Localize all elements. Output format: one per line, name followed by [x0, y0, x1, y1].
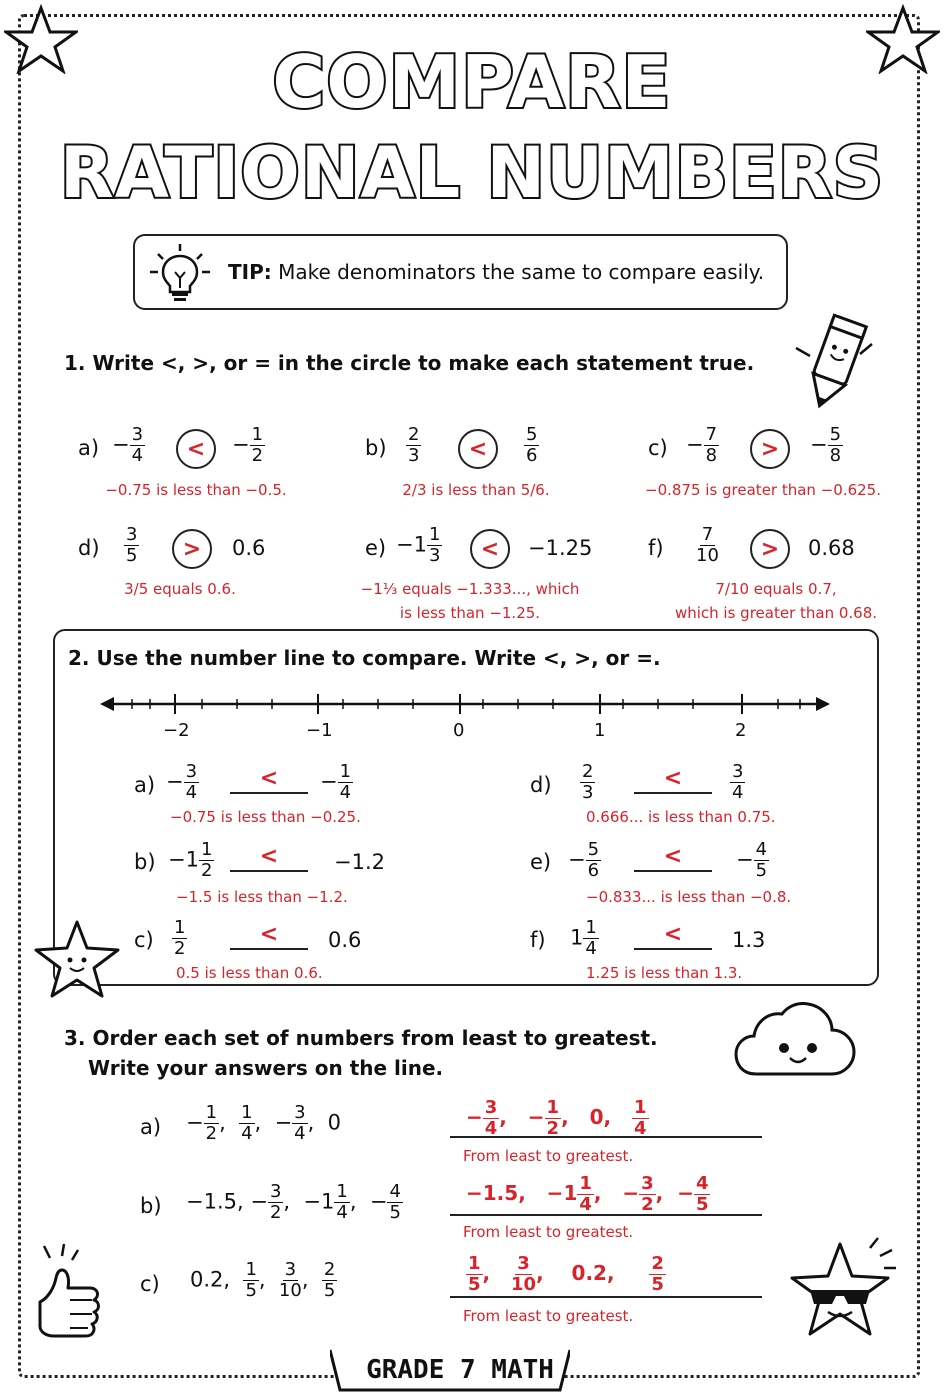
q2f-answer-blank[interactable]: < [634, 922, 712, 950]
q2c-label: c) [134, 928, 154, 952]
q2e-explanation: −0.833... is less than −0.8. [586, 888, 792, 906]
q3a-answer: − $\frac{3}{4}$ , − $\frac{1}{2}$ , 0, $\frac{1}{4}$ [466, 1097, 647, 1139]
tick-label: 0 [453, 720, 465, 741]
q1f-explanation: 7/10 equals 0.7, which is greater than 0.68. [674, 580, 878, 622]
q1b-left: $\frac{2}{3}$ [408, 424, 420, 466]
q3a-given: − $\frac{1}{2}$ , $\frac{1}{4}$ , − $\frac{3}{4}$ , 0 [186, 1102, 342, 1144]
q1b-label: b) [365, 436, 387, 460]
q2a-explanation: −0.75 is less than −0.25. [170, 808, 361, 826]
q3b-answer: −1.5, −1 $\frac{1}{4}$ , − $\frac{3}{2}$ , − $\frac{4}{5}$ [466, 1173, 709, 1215]
tick-label: −2 [163, 720, 190, 741]
q1c-left: − $\frac{7}{8}$ [686, 424, 718, 466]
q3c-answer-line [450, 1296, 762, 1298]
q2b-left: −1 $\frac{1}{2}$ [168, 839, 213, 881]
q2a-label: a) [134, 773, 156, 797]
q2c-explanation: 0.5 is less than 0.6. [176, 964, 323, 982]
q1c-answer-circle[interactable]: > [750, 429, 790, 469]
q3b-label: b) [140, 1194, 162, 1218]
footer-text: GRADE 7 MATH [366, 1355, 554, 1385]
q1e-answer-circle[interactable]: < [470, 529, 510, 569]
q2f-left: 1 $\frac{1}{4}$ [570, 917, 597, 959]
q1d-label: d) [78, 536, 100, 560]
q2d-label: d) [530, 773, 552, 797]
star-sunglasses-icon [784, 1232, 904, 1352]
q1f-answer-circle[interactable]: > [750, 529, 790, 569]
q1e-left: −1 $\frac{1}{3}$ [396, 524, 441, 566]
q3b-note: From least to greatest. [463, 1223, 634, 1241]
q3c-label: c) [140, 1272, 160, 1296]
q1a-label: a) [78, 436, 100, 460]
star-face-icon [32, 918, 122, 1000]
q1b-explanation: 2/3 is less than 5/6. [402, 481, 550, 499]
lightbulb-icon [148, 242, 212, 304]
q2e-answer-blank[interactable]: < [634, 844, 712, 872]
q2d-explanation: 0.666... is less than 0.75. [586, 808, 776, 826]
q3b-answer-line [450, 1214, 762, 1216]
q1d-explanation: 3/5 equals 0.6. [124, 580, 236, 598]
q1a-explanation: −0.75 is less than −0.5. [105, 481, 287, 499]
q1e-label: e) [365, 536, 387, 560]
q1e-right: −1.25 [528, 536, 593, 560]
q1c-label: c) [648, 436, 668, 460]
q3c-note: From least to greatest. [463, 1307, 634, 1325]
q2b-explanation: −1.5 is less than −1.2. [176, 888, 348, 906]
q1f-left: $\frac{7}{10}$ [696, 524, 719, 566]
q1c-right: − $\frac{5}{8}$ [810, 424, 842, 466]
q2c-left: $\frac{1}{2}$ [174, 917, 186, 959]
q2-heading: 2. Use the number line to compare. Write <, >, or =. [68, 646, 661, 670]
q1a-answer-circle[interactable]: < [176, 429, 216, 469]
page-title-line1: COMPARE [272, 40, 672, 124]
q2b-answer-blank[interactable]: < [230, 844, 308, 872]
q2c-right: 0.6 [328, 928, 362, 952]
q3a-note: From least to greatest. [463, 1147, 634, 1165]
q1e-explanation: −1⅓ equals −1.333..., which is less than −1.25. [360, 580, 580, 622]
q2f-right: 1.3 [732, 928, 766, 952]
q2b-right: −1.2 [334, 850, 385, 874]
q3a-answer-line [450, 1136, 762, 1138]
q1c-explanation: −0.875 is greater than −0.625. [645, 481, 881, 499]
q2d-right: $\frac{3}{4}$ [732, 761, 744, 803]
q1a-left: − $\frac{3}{4}$ [112, 424, 144, 466]
q3b-given: −1.5, − $\frac{3}{2}$ , −1 $\frac{1}{4}$ , − $\frac{4}{5}$ [186, 1181, 401, 1223]
pencil-mascot-icon [786, 308, 882, 418]
q2c-answer-blank[interactable]: < [230, 922, 308, 950]
thumbs-up-icon [26, 1242, 116, 1362]
q2e-label: e) [530, 850, 552, 874]
q1b-answer-circle[interactable]: < [458, 429, 498, 469]
q3c-answer: $\frac{1}{5}$ , $\frac{3}{10}$ , 0.2, $\frac{2}{5}$ [468, 1253, 664, 1295]
q1d-left: $\frac{3}{5}$ [126, 524, 138, 566]
q2b-label: b) [134, 850, 156, 874]
q2d-left: $\frac{2}{3}$ [582, 761, 594, 803]
q2a-left: − $\frac{3}{4}$ [166, 761, 198, 803]
q3c-given: 0.2, $\frac{1}{5}$ , $\frac{3}{10}$ , $\frac{2}{5}$ [190, 1259, 336, 1301]
page-title-line2: RATIONAL NUMBERS [59, 132, 885, 214]
q1f-right: 0.68 [808, 536, 855, 560]
q1-heading: 1. Write <, >, or = in the circle to make each statement true. [64, 351, 755, 375]
tick-label: −1 [306, 720, 333, 741]
q3-heading-line2: Write your answers on the line. [88, 1056, 444, 1080]
q3a-label: a) [140, 1115, 162, 1139]
q2e-left: − $\frac{5}{6}$ [568, 839, 600, 881]
q2f-label: f) [530, 928, 546, 952]
q1f-label: f) [648, 536, 664, 560]
q2f-explanation: 1.25 is less than 1.3. [586, 964, 743, 982]
cloud-face-icon [732, 1000, 864, 1086]
q3-heading-line1: 3. Order each set of numbers from least to greatest. [64, 1026, 658, 1050]
q2a-answer-blank[interactable]: < [230, 766, 308, 794]
q2e-right: − $\frac{4}{5}$ [736, 839, 768, 881]
q2a-right: − $\frac{1}{4}$ [320, 761, 352, 803]
tick-label: 1 [594, 720, 606, 741]
tip-text: TIP: Make denominators the same to compare easily. [228, 260, 765, 284]
q1a-right: − $\frac{1}{2}$ [232, 424, 264, 466]
q1b-right: $\frac{5}{6}$ [526, 424, 538, 466]
tick-label: 2 [735, 720, 747, 741]
q2d-answer-blank[interactable]: < [634, 766, 712, 794]
number-line [100, 690, 830, 720]
q1d-answer-circle[interactable]: > [172, 529, 212, 569]
q1d-right: 0.6 [232, 536, 266, 560]
